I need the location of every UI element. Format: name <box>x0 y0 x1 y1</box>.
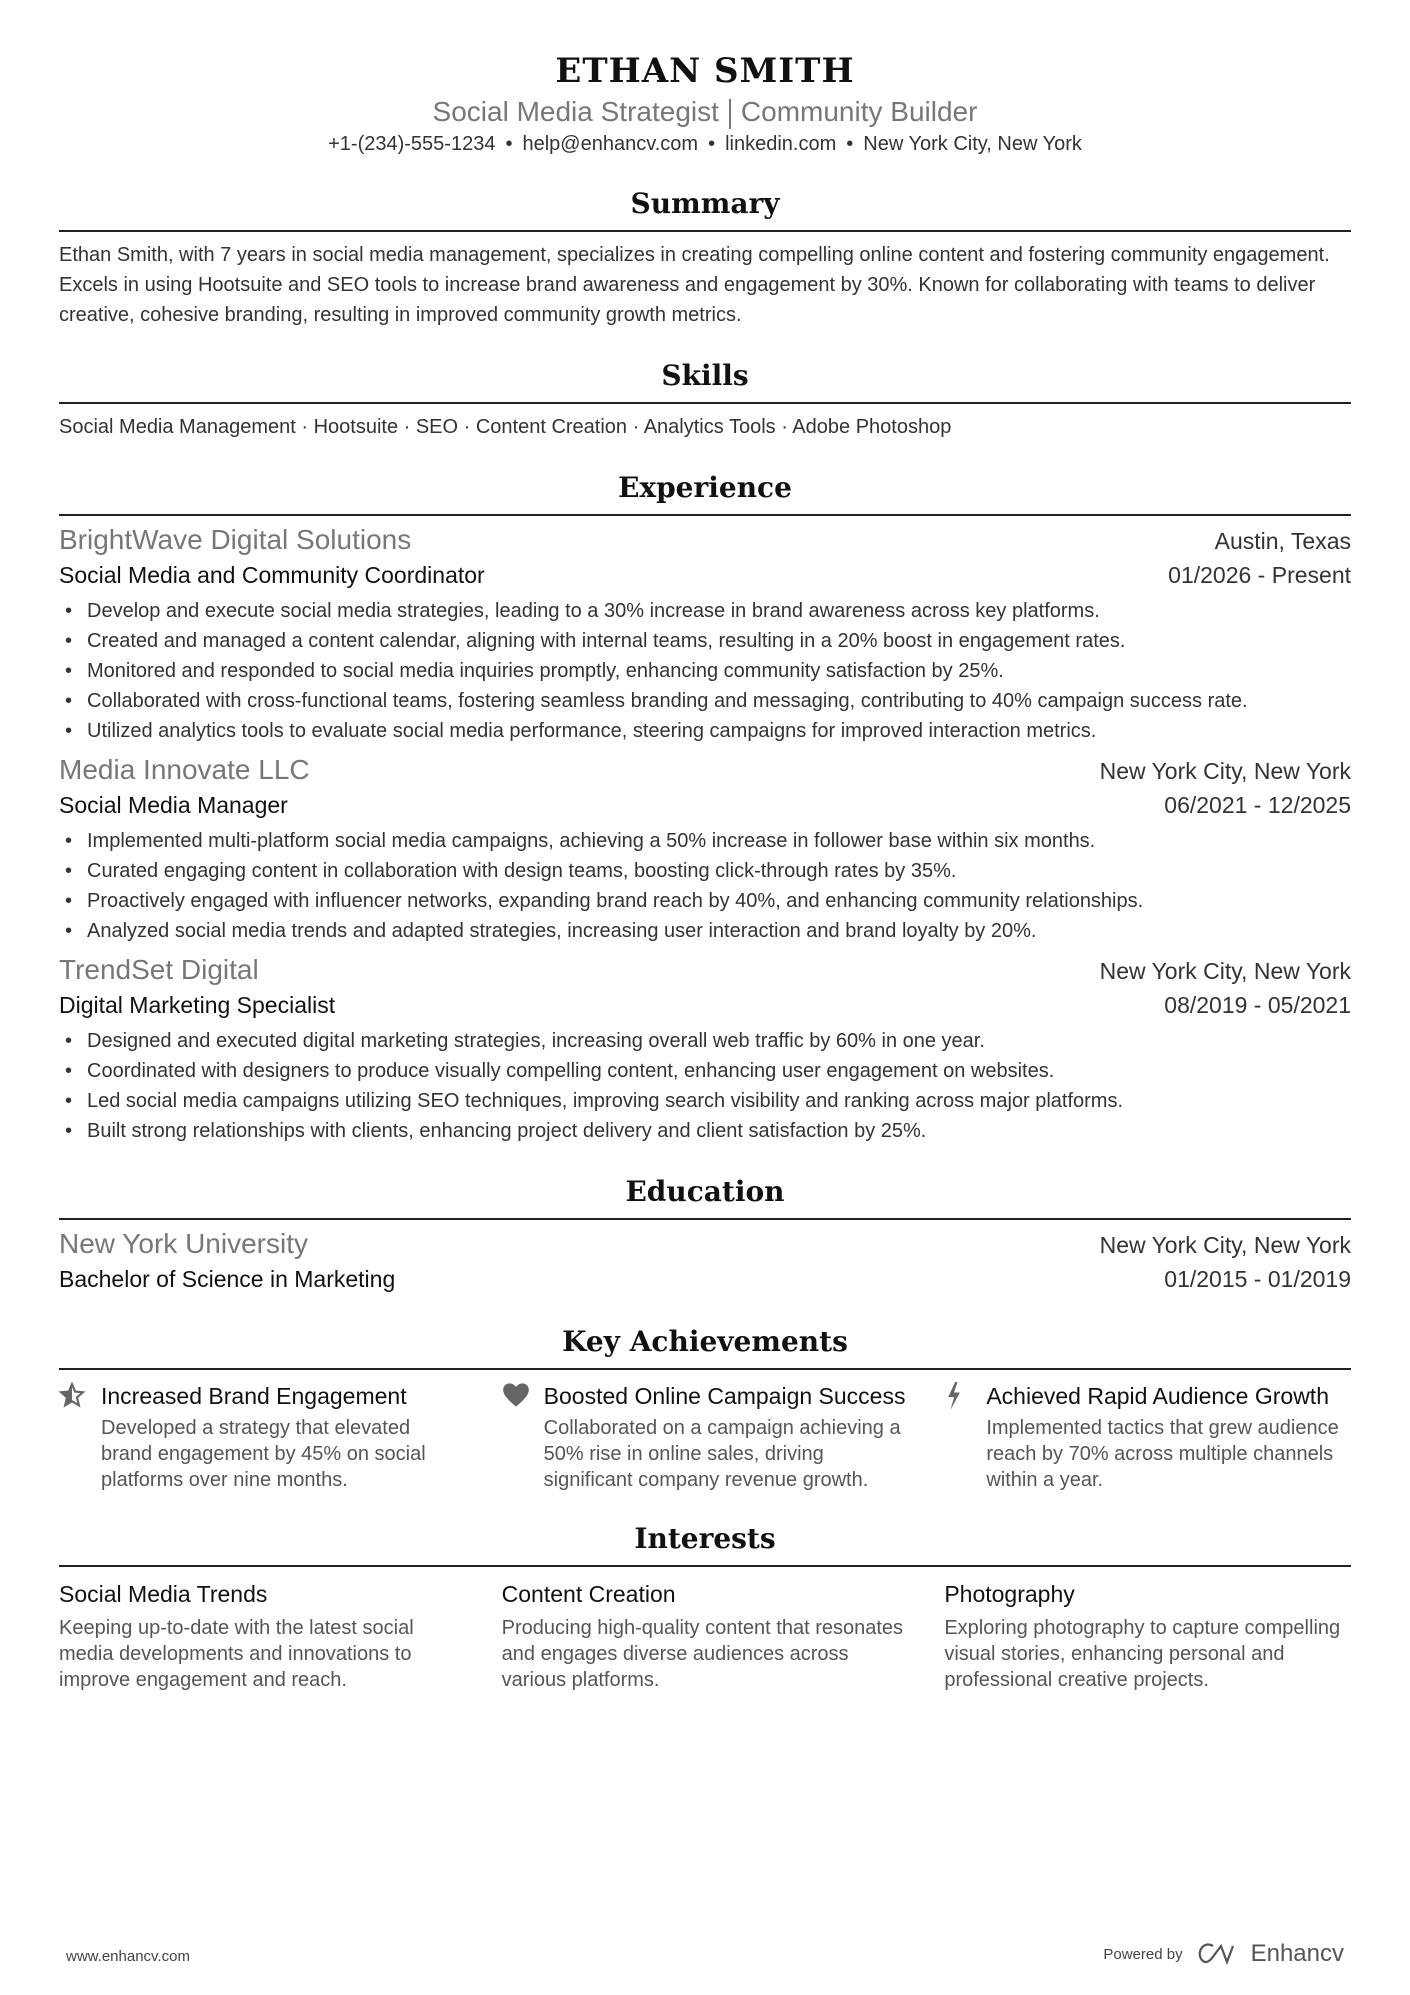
job-title: Social Media Manager <box>59 792 288 818</box>
interest-title: Content Creation <box>501 1581 676 1607</box>
interest-title: Social Media Trends <box>59 1581 268 1607</box>
bullet-item: • Develop and execute social media strategies, leading to a 30% increase in brand awareness across key platforms. <box>59 596 1351 626</box>
bullet-item: • Implemented multi-platform social media campaigns, achieving a 50% increase in follower base within six months. <box>59 826 1351 856</box>
achievement-item <box>59 1382 466 1493</box>
bullet-item: • Built strong relationships with clients, enhancing project delivery and client satisfaction by 25%. <box>59 1116 1351 1146</box>
star-icon <box>59 1382 101 1493</box>
separator-dot: • <box>708 133 716 155</box>
achievement-description: Developed a strategy that elevated brand engagement by 45% on social platforms over nine months. <box>101 1417 426 1491</box>
job-title: Digital Marketing Specialist <box>59 992 336 1018</box>
bullet-item: • Monitored and responded to social media inquiries promptly, enhancing community satisfaction by 25%. <box>59 656 1351 686</box>
job-entry <box>59 946 1351 1146</box>
location: New York City, New York <box>863 133 1082 155</box>
job-bullets <box>59 826 1351 946</box>
interest-description: Keeping up-to-date with the latest social media developments and innovations to improve engagement and reach. <box>59 1617 414 1691</box>
contact-line <box>59 130 1351 158</box>
job-location: New York City, New York <box>1099 758 1351 784</box>
bullet-item: • Proactively engaged with influencer networks, expanding brand reach by 40%, and enhancing community relationships. <box>59 886 1351 916</box>
achievements-list <box>59 1382 1351 1493</box>
experience-list <box>59 516 1351 1146</box>
achievement-description: Implemented tactics that grew audience reach by 70% across multiple channels within a year. <box>986 1417 1339 1491</box>
email-link[interactable]: help@enhancv.com <box>522 133 699 155</box>
achievement-description: Collaborated on a campaign achieving a 50% rise in online sales, driving significant company revenue growth. <box>543 1417 901 1491</box>
job-subheader <box>59 558 1351 592</box>
school-name: New York University <box>59 1228 308 1259</box>
separator-dot: • <box>505 133 513 155</box>
bullet-item: • Led social media campaigns utilizing SEO techniques, improving search visibility and ranking across major platforms. <box>59 1086 1351 1116</box>
bullet-item: • Collaborated with cross-functional teams, fostering seamless branding and messaging, contributing to 40% campaign success rate. <box>59 686 1351 716</box>
experience-heading: Experience <box>59 468 1351 516</box>
job-header <box>59 746 1351 788</box>
achievement-content <box>101 1382 466 1493</box>
title-2: Community Builder <box>740 96 978 127</box>
achievements-heading: Key Achievements <box>59 1322 1351 1370</box>
degree: Bachelor of Science in Marketing <box>59 1266 396 1292</box>
school-location: New York City, New York <box>1099 1232 1351 1258</box>
company-name: TrendSet Digital <box>59 954 259 985</box>
achievement-title: Achieved Rapid Audience Growth <box>986 1383 1329 1409</box>
education-dates: 01/2015 - 01/2019 <box>1164 1266 1351 1292</box>
enhancv-logo-icon <box>1197 1942 1237 1966</box>
job-bullets <box>59 1026 1351 1146</box>
skills-text: Social Media Management · Hootsuite · SEO · Content Creation · Analytics Tools · Adobe Photoshop <box>59 416 952 438</box>
job-entry <box>59 746 1351 946</box>
company-name: BrightWave Digital Solutions <box>59 524 412 555</box>
bullet-item: • Analyzed social media trends and adapted strategies, increasing user interaction and brand loyalty by 20%. <box>59 916 1351 946</box>
achievement-item <box>502 1382 909 1493</box>
job-subheader <box>59 788 1351 822</box>
bullet-item: • Designed and executed digital marketing strategies, increasing overall web traffic by 60% in one year. <box>59 1026 1351 1056</box>
job-entry <box>59 516 1351 746</box>
job-location: New York City, New York <box>1099 958 1351 984</box>
candidate-name: ETHAN SMITH <box>555 51 855 91</box>
summary-heading: Summary <box>59 184 1351 232</box>
title-divider <box>729 99 731 129</box>
separator-dot: • <box>846 133 854 155</box>
job-title: Social Media and Community Coordinator <box>59 562 485 588</box>
bullet-item: • Created and managed a content calendar, aligning with internal teams, resulting in a 20% boost in engagement rates. <box>59 626 1351 656</box>
heart-icon <box>502 1382 544 1493</box>
interest-item <box>59 1579 466 1693</box>
company-name: Media Innovate LLC <box>59 754 310 785</box>
bullet-item: • Coordinated with designers to produce visually compelling content, enhancing user engagement on websites. <box>59 1056 1351 1086</box>
achievement-content <box>986 1382 1351 1493</box>
achievement-item <box>944 1382 1351 1493</box>
bolt-icon <box>944 1382 986 1493</box>
bullet-item: • Curated engaging content in collaboration with design teams, boosting click-through rates by 35%. <box>59 856 1351 886</box>
headline <box>59 94 1351 130</box>
skills-heading: Skills <box>59 356 1351 404</box>
interest-description: Producing high-quality content that resonates and engages diverse audiences across various platforms. <box>501 1617 904 1691</box>
education-heading: Education <box>59 1172 1351 1220</box>
job-header <box>59 516 1351 558</box>
job-dates: 08/2019 - 05/2021 <box>1164 992 1351 1018</box>
interests-list <box>59 1579 1351 1693</box>
summary-text: Ethan Smith, with 7 years in social media management, specializes in creating compelling online content and fostering community engagement. Excels in using Hootsuite and SEO tools to increase brand awareness and engagement by 30%. Known for collaborating with teams to deliver creative, cohesive branding, resulting in improved community growth metrics. <box>59 244 1330 326</box>
title-1: Social Media Strategist <box>432 96 719 127</box>
brand-name: Enhancv <box>1250 1940 1344 1967</box>
achievement-title: Increased Brand Engagement <box>101 1383 407 1409</box>
powered-by-label: Powered by <box>1103 1945 1183 1963</box>
job-subheader <box>59 988 1351 1022</box>
interest-item <box>502 1579 909 1693</box>
job-header <box>59 946 1351 988</box>
achievement-title: Boosted Online Campaign Success <box>543 1383 906 1409</box>
interest-description: Exploring photography to capture compelling visual stories, enhancing personal and professional creative projects. <box>944 1617 1341 1691</box>
job-bullets <box>59 596 1351 746</box>
linkedin-link[interactable]: linkedin.com <box>725 133 837 155</box>
bullet-item: • Utilized analytics tools to evaluate social media performance, steering campaigns for improved interaction metrics. <box>59 716 1351 746</box>
phone: +1-(234)-555-1234 <box>328 133 496 155</box>
footer-branding <box>1103 1940 1344 1968</box>
job-location: Austin, Texas <box>1214 528 1351 554</box>
education-entry <box>59 1220 1351 1296</box>
achievement-content <box>544 1382 909 1493</box>
interest-title: Photography <box>944 1581 1075 1607</box>
footer-website[interactable]: www.enhancv.com <box>66 1948 190 1965</box>
job-dates: 06/2021 - 12/2025 <box>1164 792 1351 818</box>
job-dates: 01/2026 - Present <box>1168 562 1351 588</box>
interest-item <box>944 1579 1351 1693</box>
interests-heading: Interests <box>59 1519 1351 1567</box>
